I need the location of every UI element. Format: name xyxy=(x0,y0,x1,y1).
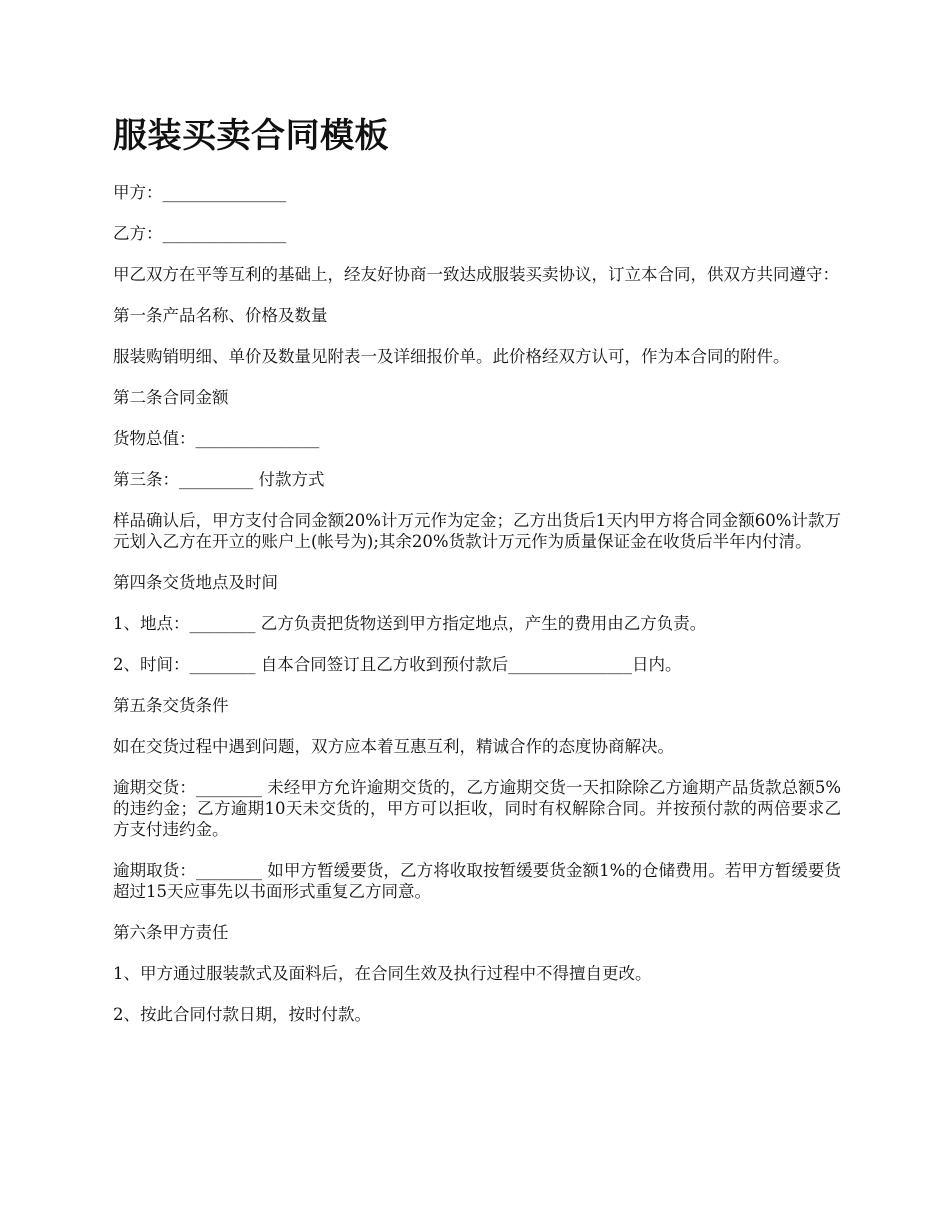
delivery-location-line: 1、地点：________ 乙方负责把货物送到甲方指定地点，产生的费用由乙方负责。 xyxy=(113,614,707,633)
article-2-heading: 第二条合同金额 xyxy=(113,388,229,407)
article-5-heading: 第五条交货条件 xyxy=(113,696,229,715)
article-4-heading: 第四条交货地点及时间 xyxy=(113,573,278,592)
delivery-time-line: 2、时间：________ 自本合同签订且乙方收到预付款后_______________日内。 xyxy=(113,655,682,674)
article-1-heading: 第一条产品名称、价格及数量 xyxy=(113,306,328,325)
late-pickup-paragraph: 逾期取货：________ 如甲方暂缓要货，乙方将收取按暂缓要货金额1%的仓储费用。若甲方暂缓要货超过15天应事先以书面形式重复乙方同意。 xyxy=(113,861,841,901)
document-title: 服装买卖合同模板 xyxy=(113,116,389,156)
delivery-issues-paragraph: 如在交货过程中遇到问题，双方应本着互惠互利，精诚合作的态度协商解决。 xyxy=(113,737,674,756)
total-value-line: 货物总值：_______________ xyxy=(113,429,320,448)
party-a-line: 甲方：_______________ xyxy=(113,183,287,202)
article-1-body: 服装购销明细、单价及数量见附表一及详细报价单。此价格经双方认可，作为本合同的附件。 xyxy=(113,347,790,366)
party-a-duty-1: 1、甲方通过服装款式及面料后，在合同生效及执行过程中不得擅自更改。 xyxy=(113,964,652,983)
document-page xyxy=(113,112,841,1045)
late-delivery-paragraph: 逾期交货：________ 未经甲方允许逾期交货的，乙方逾期交货一天扣除除乙方逾期产品货款总额5%的违约金；乙方逾期10天未交货的，甲方可以拒收，同时有权解除合同。并按预付款的两倍要求乙方支付违约金。 xyxy=(113,778,841,839)
party-b-line: 乙方：_______________ xyxy=(113,224,287,243)
article-6-heading: 第六条甲方责任 xyxy=(113,923,229,942)
party-a-duty-2: 2、按此合同付款日期，按时付款。 xyxy=(113,1005,371,1024)
payment-terms-paragraph: 样品确认后，甲方支付合同金额20%计万元作为定金；乙方出货后1天内甲方将合同金额60%计款万元划入乙方在开立的账户上(帐号为);其余20%货款计万元作为质量保证金在收货后半年内付清。 xyxy=(113,511,841,551)
article-3-heading: 第三条：_________ 付款方式 xyxy=(113,470,325,489)
preamble-paragraph: 甲乙双方在平等互利的基础上，经友好协商一致达成服装买卖协议，订立本合同，供双方共同遵守： xyxy=(113,265,839,284)
